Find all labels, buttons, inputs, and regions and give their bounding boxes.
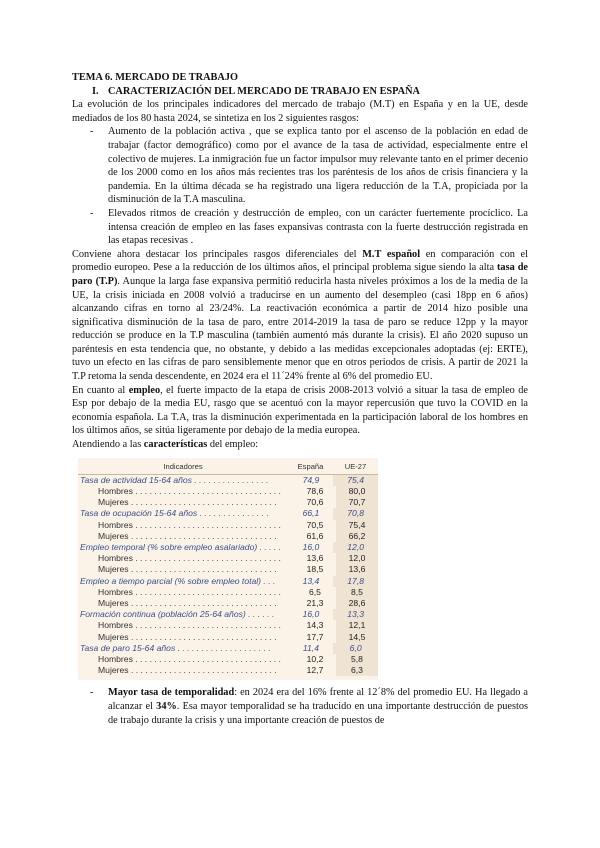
- table-body: [78, 475, 378, 677]
- spain-value: 21,3: [306, 598, 324, 609]
- bold-term: M.T español: [362, 248, 421, 260]
- intro-paragraph: La evolución de los principales indicadores del mercado de trabajo (M.T) en España y en la UE, desde mediados de los 80 hasta 2024, se sintetiza en los 2 siguientes rasgos:: [72, 99, 528, 124]
- eu27-value: 75,4: [336, 520, 378, 531]
- row-label: Hombres . . . . . . . . . . . . . . . . . . . . . . . . . . . . . . .: [98, 620, 281, 631]
- list-item-text: Elevados ritmos de creación y destrucción de empleo, con un carácter fuertemente procíclico. La intensa creación de empleo en las fases expansivas contrasta con la fuerte destrucción registrada en las etapas recesivas .: [108, 207, 528, 247]
- eu27-value: 12,0: [336, 553, 378, 564]
- eu27-value: 75,4: [333, 475, 378, 486]
- spain-value: 70,5: [306, 519, 324, 530]
- text-run: . Aunque la larga fase expansiva permitió reducirla hasta niveles próximos a los de la media de la UE, la crisis iniciada en 2008 volvió a traducirse en un aumento del desempleo (casi 18pp en 6 años) alcanzando cifras en torno al 23/24%. La reactivación económica a partir de 2014 hizo posible una significativa disminución de la tasa de paro, entre 2014-2019 la tasa de paro se reduce 12pp y la mayor reducción se produce en la T.P masculina (también aumentó más durante la crisis). El año 2020 supuso un paréntesis en esta tendencia que, no obstante, y debido a las medidas excepcionales adoptadas (ej: ERTE), tuvo un efecto en las cifras de paro sensiblemente menor que en otros periodos de crisis. A partir de 2021 la T.P retoma la senda descendente, en 2024 era el 11´24% frente al 6% del promedio EU.: [72, 275, 528, 383]
- eu27-value: 28,6: [336, 598, 378, 609]
- text-run: Conviene ahora destacar los principales rasgos diferenciales del: [72, 248, 363, 260]
- table-row: [78, 654, 378, 665]
- table-row: [78, 665, 378, 676]
- table-row: [78, 598, 378, 609]
- header-indicators: Indicadores: [163, 461, 203, 471]
- table-row: [78, 609, 378, 620]
- section-label: CARACTERIZACIÓN DEL MERCADO DE TRABAJO EN ESPAÑA: [108, 85, 420, 97]
- header-eu27: UE-27: [344, 461, 367, 471]
- spain-value: 14,3: [306, 620, 324, 631]
- row-label: Hombres . . . . . . . . . . . . . . . . . . . . . . . . . . . . . . .: [98, 486, 281, 497]
- text-run: . Esa mayor temporalidad se ha traducido en una importante destrucción de puestos de trabajo durante la crisis y una importante creación de puestos de: [108, 701, 528, 726]
- eu27-value: 70,7: [336, 497, 378, 508]
- spain-value: 18,5: [306, 564, 324, 575]
- spain-value: 74,9: [302, 474, 320, 485]
- eu27-value: 6,0: [333, 643, 378, 654]
- table-row: [78, 542, 378, 553]
- spain-value: 13,6: [306, 553, 324, 564]
- characteristics-intro: [72, 438, 528, 452]
- eu27-value: 17,8: [333, 576, 378, 587]
- bold-term: 34%: [156, 701, 177, 713]
- table-row: [78, 497, 378, 508]
- row-label: Mujeres . . . . . . . . . . . . . . . . . . . . . . . . . . . . . . .: [98, 564, 277, 575]
- spain-value: 12,7: [306, 665, 324, 676]
- bold-term: Mayor tasa de temporalidad: [108, 687, 235, 699]
- spain-value: 61,6: [306, 530, 324, 541]
- eu27-value: 8,5: [336, 587, 378, 598]
- row-label: Tasa de actividad 15-64 años . . . . . . . . . . . . . . . .: [80, 474, 269, 485]
- eu27-value: 12,0: [333, 542, 378, 553]
- spain-value: 78,6: [306, 486, 324, 497]
- text-run: del empleo:: [207, 439, 259, 451]
- text-run: en comparación con el promedio europeo. Pese a la reducción de los últimos años, el principal problema sigue siendo la alta: [72, 248, 528, 274]
- list-item: [72, 207, 528, 248]
- dash-marker: -: [90, 126, 94, 138]
- unemployment-paragraph: [72, 248, 528, 384]
- row-label: Empleo temporal (% sobre empleo asalariado) . . . . .: [80, 542, 282, 553]
- table-header: [78, 460, 378, 475]
- dash-marker: -: [90, 207, 94, 219]
- bold-term: empleo: [128, 384, 161, 396]
- table-row: [78, 553, 378, 564]
- indicators-table: [78, 458, 378, 681]
- eu27-value: 13,6: [336, 564, 378, 575]
- list-item: [72, 686, 528, 727]
- row-label: Tasa de ocupación 15-64 años . . . . . . . . . . . . . . .: [80, 508, 269, 519]
- section-number: I.: [92, 85, 99, 97]
- table-row: [78, 576, 378, 587]
- header-spain: España: [297, 461, 324, 471]
- row-label: Hombres . . . . . . . . . . . . . . . . . . . . . . . . . . . . . . .: [98, 553, 281, 564]
- table-row: [78, 643, 378, 654]
- table-row: [78, 508, 378, 519]
- row-label: Formación continua (población 25-64 años) . . . . . .: [80, 609, 275, 620]
- text-run: En cuanto al: [72, 384, 129, 396]
- eu27-value: 66,2: [336, 531, 378, 542]
- spain-value: 66,1: [302, 508, 320, 519]
- table-row: [78, 564, 378, 575]
- spain-value: 10,2: [306, 654, 324, 665]
- table-row: [78, 475, 378, 486]
- row-label: Hombres . . . . . . . . . . . . . . . . . . . . . . . . . . . . . . .: [98, 519, 281, 530]
- spain-value: 6,5: [309, 586, 321, 597]
- document-title: TEMA 6. MERCADO DE TRABAJO: [72, 72, 239, 83]
- spain-value: 16,0: [302, 542, 320, 553]
- row-label: Empleo a tiempo parcial (% sobre empleo total) . . .: [80, 575, 276, 586]
- text-run: : en 2024 era del 16% frente al 12´8% del promedio EU. Ha llegado a alcanzar el: [108, 687, 528, 713]
- spain-value: 17,7: [306, 631, 324, 642]
- employment-paragraph: [72, 384, 528, 438]
- row-label: Mujeres . . . . . . . . . . . . . . . . . . . . . . . . . . . . . . .: [98, 497, 277, 508]
- bold-term: tasa de paro (T.P): [72, 262, 528, 287]
- row-label: Hombres . . . . . . . . . . . . . . . . . . . . . . . . . . . . . . .: [98, 654, 281, 665]
- eu27-value: 5,8: [336, 654, 378, 665]
- eu27-value: 13,3: [333, 609, 378, 620]
- list-item-text: Aumento de la población activa , que se explica tanto por el ascenso de la población en edad de trabajar (factor demográfico) como por el avance de la tasa de actividad, especialmente entre el colectivo de mujeres. La inmigración fue un factor impulsor muy relevante tanto en el primer decenio de los 2000 como en los años más recientes tras los paréntesis de los años de crisis financiera y la pandemia. En la última década se ha registrado una ligera reducción de la T.A, propiciada por la disminución de la T.A masculina.: [108, 126, 528, 206]
- document-body: [72, 71, 528, 727]
- table-row: [78, 620, 378, 631]
- eu27-value: 12,1: [336, 620, 378, 631]
- spain-value: 13,4: [302, 575, 320, 586]
- spain-value: 11,4: [302, 642, 319, 653]
- table-row: [78, 520, 378, 531]
- eu27-value: 14,5: [336, 632, 378, 643]
- row-label: Mujeres . . . . . . . . . . . . . . . . . . . . . . . . . . . . . . .: [98, 665, 277, 676]
- table-row: [78, 632, 378, 643]
- bold-term: características: [143, 439, 208, 451]
- eu27-value: 6,3: [336, 665, 378, 676]
- list-item: [72, 125, 528, 207]
- row-label: Mujeres . . . . . . . . . . . . . . . . . . . . . . . . . . . . . . .: [98, 530, 277, 541]
- trend-list: [72, 125, 528, 247]
- characteristics-list: [72, 686, 528, 727]
- row-label: Mujeres . . . . . . . . . . . . . . . . . . . . . . . . . . . . . . .: [98, 631, 277, 642]
- row-label: Hombres . . . . . . . . . . . . . . . . . . . . . . . . . . . . . . .: [98, 586, 281, 597]
- eu27-value: 80,0: [336, 486, 378, 497]
- dash-marker: -: [90, 687, 94, 699]
- table-row: [78, 531, 378, 542]
- eu27-value: 70,8: [333, 508, 378, 519]
- text-run: Atendiendo a las: [72, 439, 144, 451]
- spain-value: 70,6: [306, 497, 324, 508]
- row-label: Mujeres . . . . . . . . . . . . . . . . . . . . . . . . . . . . . . .: [98, 598, 277, 609]
- table-row: [78, 486, 378, 497]
- row-label: Tasa de paro 15-64 años . . . . . . . . . . . . . . . . . . . .: [80, 642, 271, 653]
- table-row: [78, 587, 378, 598]
- spain-value: 16,0: [302, 609, 320, 620]
- text-run: , el fuerte impacto de la etapa de crisis 2008-2013 volvió a situar la tasa de empleo de Esp por debajo de la media EU, rasgo que se acentuó con la mayor repercusión que tuvo la COVID en la economía española. La T.A, tras la disminución experimentada en la participación laboral de los hombres en los últimos años, se sitúa ligeramente por debajo de la media europea.: [72, 384, 528, 437]
- section-heading: [72, 85, 528, 99]
